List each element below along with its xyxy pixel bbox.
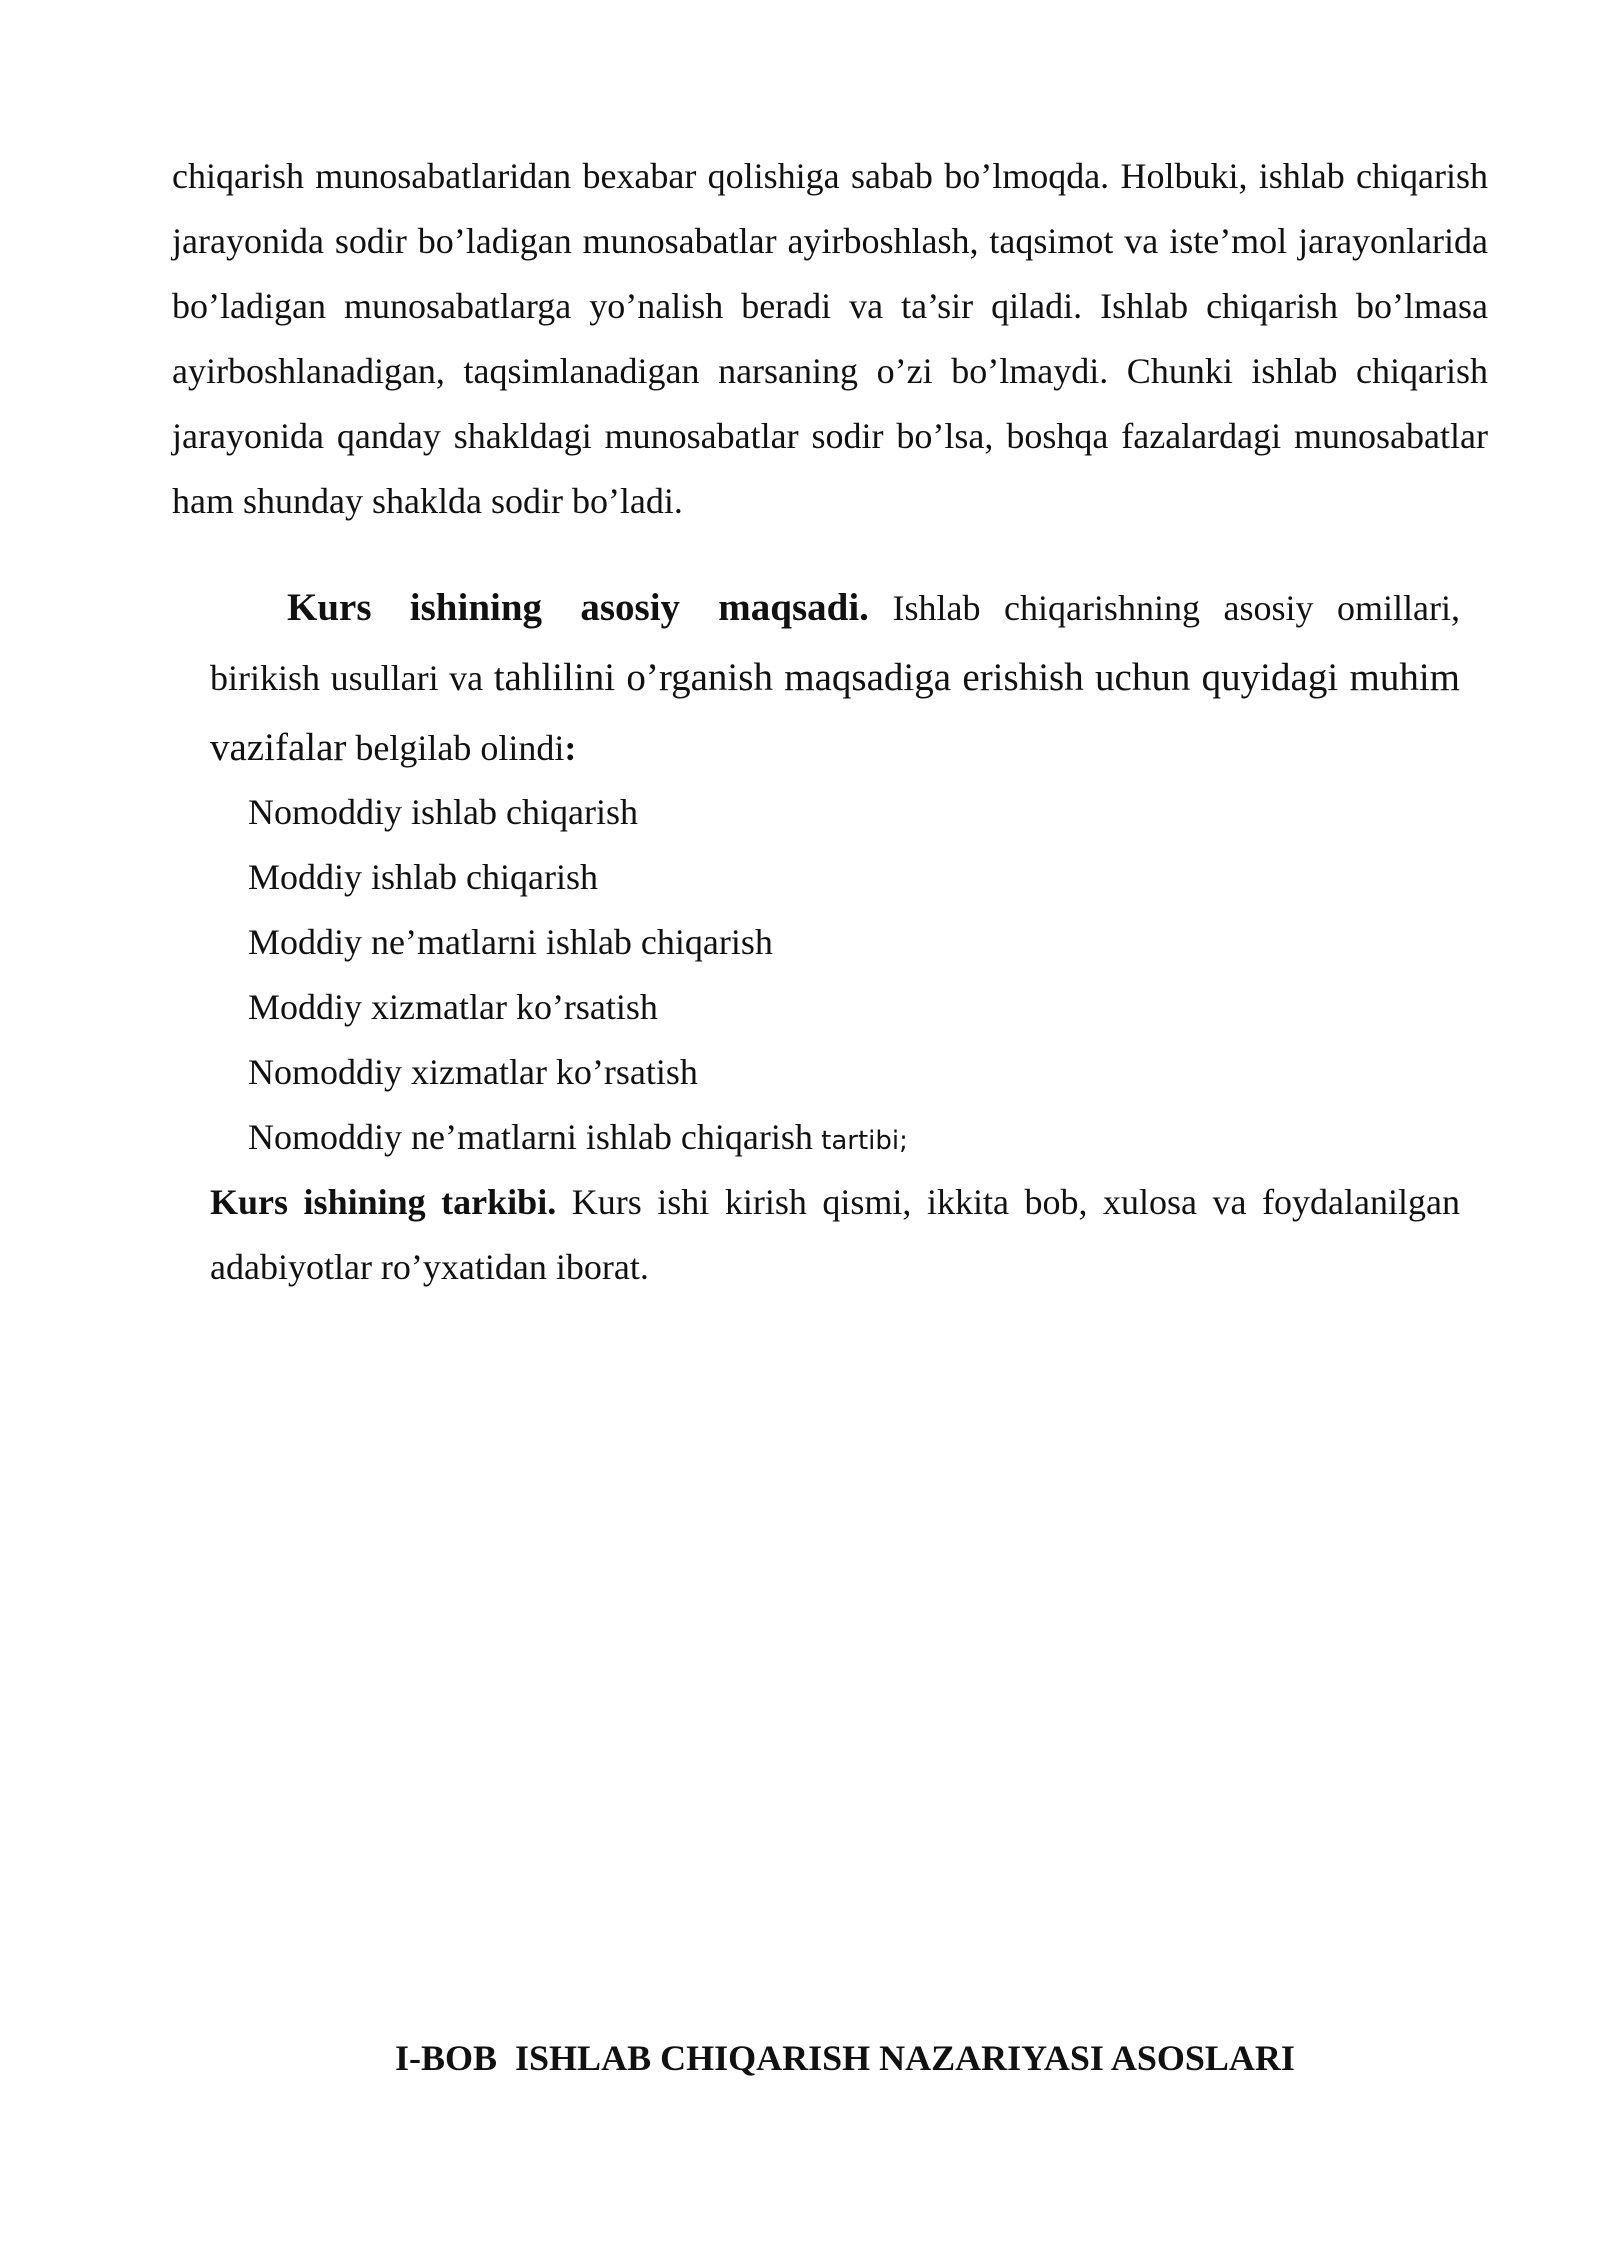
goal-text-b: tahlilini o’rganish maqsadiga erishish uchun quyidagi muhim vazifalar xyxy=(210,656,1460,769)
list-item: Moddiy xizmatlar ko’rsatish xyxy=(248,987,658,1027)
list-item: Nomoddiy ishlab chiqarish xyxy=(248,792,638,832)
goal-colon: : xyxy=(564,728,577,768)
list-item-text: Nomoddiy ne’matlarni ishlab chiqarish xyxy=(248,1117,813,1157)
intro-paragraph: chiqarish munosabatlaridan bexabar qolishiga sabab bo’lmoqda. Holbuki, ishlab chiqarish jarayonida sodir bo’ladigan munosabatlar ayirboshlash, taqsimot va iste’mol jarayonlarida bo’ladigan munosabatlarga yo’nalish beradi va ta’sir qiladi. Ishlab chiqarish bo’lmasa ayirboshlanadigan, taqsimlanadigan narsaning o’zi bo’lmaydi. Chunki ishlab chiqarish jarayonida qanday shakldagi munosabatlar sodir bo’lsa, boshqa fazalardagi munosabatlar ham shunday shaklda sodir bo’ladi. xyxy=(172,156,1488,521)
chapter-title: I-BOB ISHLAB CHIQARISH NAZARIYASI ASOSLARI xyxy=(395,2038,1295,2078)
list-item: Moddiy ishlab chiqarish xyxy=(248,857,598,897)
structure-paragraph xyxy=(210,1170,1460,1300)
list-item xyxy=(248,1105,908,1174)
goal-text-a: Ishlab chiqarishning asosiy omillari, birikish usullari va xyxy=(210,588,1460,698)
goal-text-c: belgilab olindi xyxy=(346,728,565,768)
list-item-suffix: tartibi; xyxy=(812,1126,908,1156)
task-list xyxy=(248,780,908,1174)
goal-paragraph xyxy=(210,573,1460,783)
list-item: Moddiy ne’matlarni ishlab chiqarish xyxy=(248,922,773,962)
goal-heading: Kurs ishining asosiy maqsadi. xyxy=(287,586,869,629)
structure-heading: Kurs ishining tarkibi. xyxy=(210,1182,557,1222)
structure-text: Kurs ishi kirish qismi, ikkita bob, xulosa va foydalanilgan adabiyotlar ro’yxatidan iborat. xyxy=(210,1182,1460,1287)
list-item: Nomoddiy xizmatlar ko’rsatish xyxy=(248,1052,698,1092)
